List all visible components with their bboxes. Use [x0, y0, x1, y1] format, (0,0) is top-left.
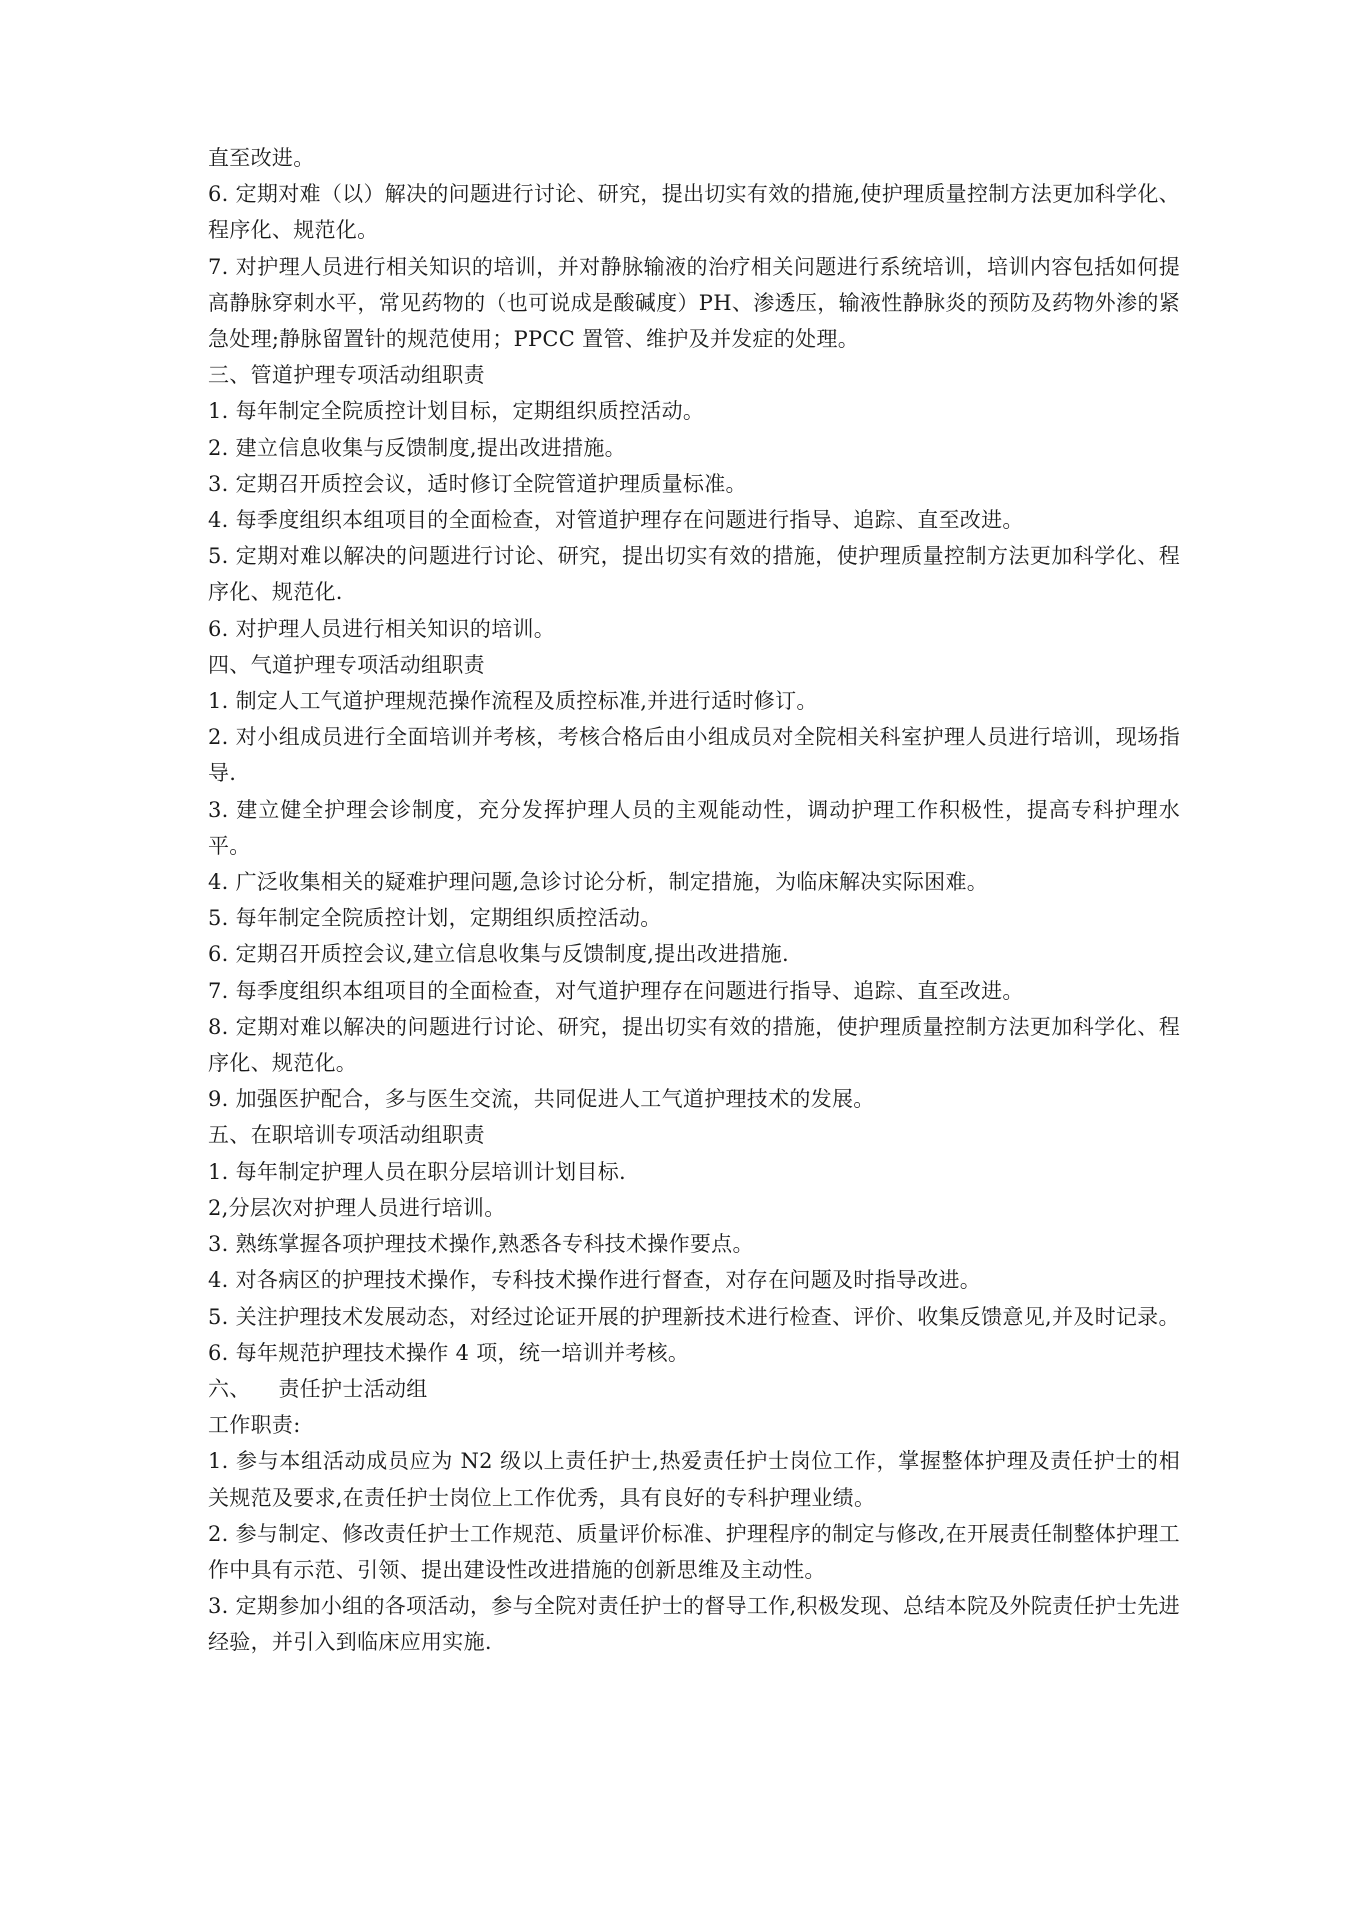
list-item: 3. 定期参加小组的各项活动，参与全院对责任护士的督导工作,积极发现、总结本院及外院责任护士先进经验，并引入到临床应用实施. [208, 1594, 1180, 1655]
section-heading: 三、管道护理专项活动组职责 [208, 363, 485, 388]
list-item: 2. 对小组成员进行全面培训并考核，考核合格后由小组成员对全院相关科室护理人员进行培训，现场指导. [208, 725, 1180, 786]
list-item: 7. 每季度组织本组项目的全面检查，对气道护理存在问题进行指导、追踪、直至改进。 [208, 978, 1024, 1003]
list-item: 1. 参与本组活动成员应为 N2 级以上责任护士,热爱责任护士岗位工作，掌握整体护理及责任护士的相关规范及要求,在责任护士岗位上工作优秀，具有良好的专科护理业绩。 [208, 1449, 1180, 1510]
list-item: 5. 关注护理技术发展动态，对经过论证开展的护理新技术进行检查、评价、收集反馈意见,并及时记录。 [208, 1304, 1180, 1329]
section-heading: 四、气道护理专项活动组职责 [208, 652, 485, 677]
list-item: 4. 每季度组织本组项目的全面检查，对管道护理存在问题进行指导、追踪、直至改进。 [208, 508, 1024, 533]
list-item: 4. 对各病区的护理技术操作，专科技术操作进行督查，对存在问题及时指导改进。 [208, 1268, 982, 1293]
list-item: 3. 熟练掌握各项护理技术操作,熟悉各专科技术操作要点。 [208, 1232, 754, 1257]
list-item: 3. 定期召开质控会议，适时修订全院管道护理质量标准。 [208, 471, 747, 496]
list-item: 6. 定期召开质控会议,建立信息收集与反馈制度,提出改进措施. [208, 942, 790, 967]
document-body [208, 140, 1180, 1661]
subheading: 工作职责: [208, 1413, 301, 1438]
list-item: 6. 定期对难（以）解决的问题进行讨论、研究，提出切实有效的措施,使护理质量控制方法更加科学化、程序化、规范化。 [208, 182, 1180, 243]
section-heading: 五、在职培训专项活动组职责 [208, 1123, 485, 1148]
list-item: 9. 加强医护配合，多与医生交流，共同促进人工气道护理技术的发展。 [208, 1087, 875, 1112]
list-item: 6. 每年规范护理技术操作 4 项，统一培训并考核。 [208, 1340, 690, 1365]
list-item: 6. 对护理人员进行相关知识的培训。 [208, 616, 556, 641]
section-heading: 六、 责任护士活动组 [208, 1376, 428, 1401]
list-item: 8. 定期对难以解决的问题进行讨论、研究，提出切实有效的措施，使护理质量控制方法更加科学化、程序化、规范化。 [208, 1014, 1180, 1076]
list-item: 1. 每年制定护理人员在职分层培训计划目标. [208, 1159, 626, 1184]
list-item: 2,分层次对护理人员进行培训。 [208, 1195, 506, 1220]
list-item: 1. 每年制定全院质控计划目标，定期组织质控活动。 [208, 399, 705, 424]
list-item: 7. 对护理人员进行相关知识的培训，并对静脉输液的治疗相关问题进行系统培训，培训内容包括如何提高静脉穿刺水平，常见药物的（也可说成是酸碱度）PH、渗透压，输液性静脉炎的预防及药物外渗的紧急处理;静脉留置针的规范使用；PPCC 置管、维护及并发症的处理。 [208, 254, 1180, 352]
list-item: 4. 广泛收集相关的疑难护理问题,急诊讨论分析，制定措施，为临床解决实际困难。 [208, 870, 989, 895]
list-item: 2. 参与制定、修改责任护士工作规范、质量评价标准、护理程序的制定与修改,在开展责任制整体护理工作中具有示范、引领、提出建设性改进措施的创新思维及主动性。 [208, 1521, 1180, 1582]
list-item: 1. 制定人工气道护理规范操作流程及质控标准,并进行适时修订。 [208, 689, 818, 714]
list-item: 3. 建立健全护理会诊制度，充分发挥护理人员的主观能动性，调动护理工作积极性，提高专科护理水平。 [208, 797, 1180, 858]
list-item: 5. 定期对难以解决的问题进行讨论、研究，提出切实有效的措施，使护理质量控制方法更加科学化、程序化、规范化. [208, 544, 1180, 605]
paragraph: 直至改进。 [208, 146, 315, 170]
list-item: 5. 每年制定全院质控计划，定期组织质控活动。 [208, 906, 662, 931]
list-item: 2. 建立信息收集与反馈制度,提出改进措施。 [208, 435, 626, 460]
